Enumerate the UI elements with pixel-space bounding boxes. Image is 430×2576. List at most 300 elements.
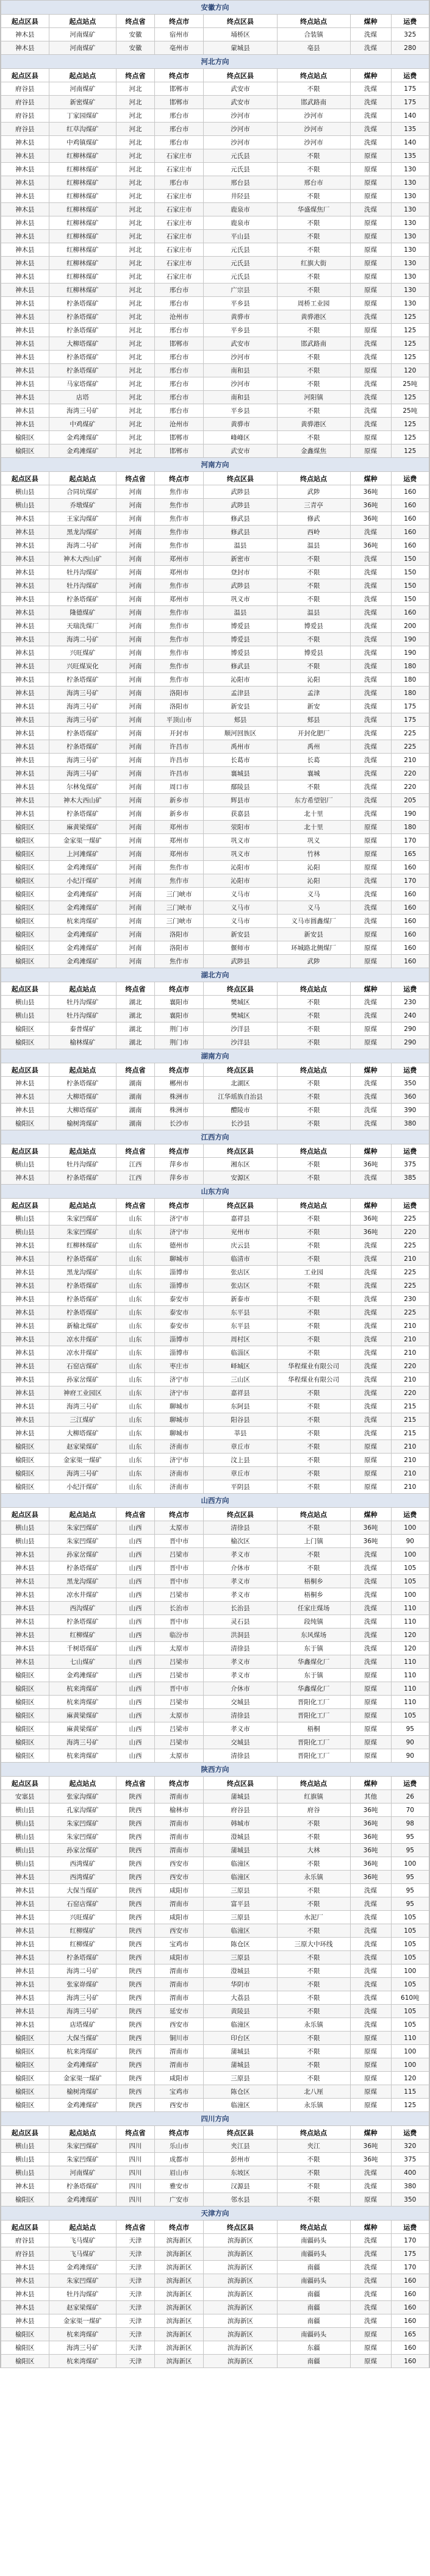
cell-freight-rate: 225 [391,1212,429,1226]
cell-dest-station: 不限 [277,780,350,794]
cell-coal-type: 洗煤 [350,579,391,593]
cell-dest-province: 山西 [116,1548,154,1561]
cell-coal-type: 洗煤 [350,619,391,633]
table-row [1,700,429,713]
cell-dest-city: 雅安市 [154,2180,204,2193]
cell-dest-province: 河北 [116,163,154,176]
cell-dest-city: 聊城市 [154,1252,204,1266]
cell-origin-county: 神木县 [1,1293,49,1306]
cell-origin-county: 榆阳区 [1,1749,49,1763]
cell-coal-type: 洗煤 [350,2261,391,2274]
cell-coal-type: 洗煤 [350,2247,391,2261]
table-row [1,996,429,1009]
cell-dest-city: 淄博市 [154,1333,204,1346]
cell-dest-county: 澄城县 [204,1964,277,1978]
cell-freight-rate: 125 [391,391,429,404]
cell-freight-rate: 210 [391,1252,429,1266]
column-header-dest-station: 终点站点 [277,1199,350,1212]
cell-freight-rate: 95 [391,1897,429,1911]
cell-dest-station: 不限 [277,1226,350,1239]
cell-origin-station: 柠条塔煤矿 [49,673,116,687]
table-row [1,2234,429,2247]
cell-dest-station: 晋阳化工厂 [277,1736,350,1749]
cell-freight-rate: 210 [391,1346,429,1360]
cell-dest-province: 河南 [116,955,154,968]
cell-dest-station: 不限 [277,1548,350,1561]
cell-dest-city: 咸阳市 [154,1951,204,1964]
table-row [1,2085,429,2099]
cell-origin-county: 神木县 [1,1924,49,1938]
cell-dest-county: 樊城区 [204,996,277,1009]
cell-origin-station: 牡丹沟煤矿 [49,1158,116,1171]
cell-dest-county: 禹州市 [204,740,277,754]
cell-dest-county: 沙河市 [204,123,277,136]
table-row [1,2193,429,2207]
cell-freight-rate: 165 [391,2328,429,2341]
cell-origin-station: 红柳林煤矿 [49,257,116,270]
cell-freight-rate: 325 [391,28,429,41]
cell-origin-county: 榆阳区 [1,901,49,915]
column-header-row [1,472,429,485]
table-row [1,391,429,404]
cell-dest-station: 晋阳化工厂 [277,1709,350,1722]
cell-dest-city: 荆门市 [154,1036,204,1049]
cell-dest-city: 滨海新区 [154,2341,204,2355]
cell-dest-province: 山西 [116,1602,154,1615]
column-header-origin-county: 起点区县 [1,1777,49,1790]
column-header-row [1,1508,429,1521]
cell-dest-station: 不限 [277,552,350,566]
cell-dest-station: 沙河市 [277,123,350,136]
cell-origin-county: 神木县 [1,807,49,821]
column-header-freight-rate: 运费 [391,15,429,28]
cell-freight-rate: 130 [391,190,429,203]
table-row [1,82,429,96]
cell-dest-city: 滨海新区 [154,2288,204,2301]
cell-origin-county: 神木县 [1,377,49,391]
cell-coal-type: 洗煤 [350,109,391,123]
cell-origin-county: 神木县 [1,2180,49,2193]
cell-origin-station: 七山煤矿 [49,1655,116,1669]
cell-origin-county: 神木县 [1,1279,49,1293]
cell-dest-province: 山西 [116,1669,154,1682]
cell-origin-station: 海湾三号矿 [49,2005,116,2018]
cell-origin-county: 神木县 [1,243,49,257]
cell-origin-station: 孙家岔煤矿 [49,1373,116,1386]
cell-coal-type: 洗煤 [350,1575,391,1588]
column-header-dest-county: 终点区县 [204,1063,277,1077]
cell-dest-county: 长沙县 [204,1117,277,1130]
cell-origin-station: 牡丹沟煤矿 [49,566,116,579]
cell-origin-station: 尔林兔煤矿 [49,780,116,794]
cell-dest-province: 陕西 [116,2058,154,2072]
cell-origin-county: 神木县 [1,512,49,526]
cell-dest-province: 陕西 [116,2045,154,2058]
cell-dest-station: 晋阳化工厂 [277,1749,350,1763]
cell-dest-city: 邢台市 [154,324,204,337]
cell-dest-station: 南疆 [277,2261,350,2274]
cell-origin-station: 黑龙沟煤矿 [49,1575,116,1588]
cell-dest-county: 新密市 [204,552,277,566]
cell-dest-city: 沧州市 [154,310,204,324]
cell-freight-rate: 100 [391,1964,429,1978]
column-header-row [1,2126,429,2139]
column-header-dest-county: 终点区县 [204,1144,277,1158]
cell-dest-city: 滨海新区 [154,2355,204,2368]
section-title-row [1,1494,429,1508]
cell-dest-province: 湖南 [116,1117,154,1130]
cell-dest-county: 东阿县 [204,1400,277,1413]
cell-origin-station: 金鸡滩煤矿 [49,861,116,874]
cell-dest-county: 滨海新区 [204,2314,277,2328]
cell-freight-rate: 90 [391,1749,429,1763]
cell-origin-county: 神木县 [1,190,49,203]
table-row [1,1266,429,1279]
cell-freight-rate: 400 [391,2166,429,2180]
cell-dest-station: 不限 [277,364,350,377]
cell-dest-station: 不限 [277,1884,350,1897]
cell-dest-county: 井陉县 [204,190,277,203]
cell-dest-station: 武陟 [277,485,350,499]
cell-dest-city: 许昌市 [154,767,204,780]
cell-origin-station: 石窑店煤矿 [49,1360,116,1373]
cell-dest-county: 华阴市 [204,1978,277,1991]
cell-coal-type: 36吨 [350,1804,391,1817]
cell-freight-rate: 225 [391,1279,429,1293]
cell-origin-county: 神木县 [1,391,49,404]
cell-origin-station: 柠条塔煤矿 [49,807,116,821]
table-row [1,444,429,458]
cell-dest-county: 章丘市 [204,1440,277,1454]
cell-dest-station: 府谷 [277,1804,350,1817]
cell-dest-station: 沙河市 [277,109,350,123]
cell-freight-rate: 190 [391,807,429,821]
cell-dest-province: 陕西 [116,1991,154,2005]
cell-dest-city: 渭南市 [154,1991,204,2005]
cell-origin-station: 柠条塔煤矿 [49,1252,116,1266]
cell-origin-station: 海湾三号矿 [49,1991,116,2005]
cell-dest-province: 天津 [116,2314,154,2328]
cell-origin-county: 神木县 [1,176,49,190]
column-header-dest-county: 终点区县 [204,982,277,996]
cell-origin-station: 金鸡滩煤矿 [49,431,116,444]
cell-origin-station: 牡丹沟煤矿 [49,1009,116,1022]
cell-coal-type: 洗煤 [350,1655,391,1669]
cell-dest-province: 天津 [116,2341,154,2355]
column-header-origin-station: 起点站点 [49,1777,116,1790]
table-row [1,418,429,431]
cell-freight-rate: 210 [391,1373,429,1386]
cell-origin-county: 府谷县 [1,2234,49,2247]
cell-origin-station: 红柳煤矿 [49,1938,116,1951]
cell-dest-province: 山东 [116,1333,154,1346]
cell-dest-station: 博爱县 [277,646,350,660]
cell-dest-city: 三门峡市 [154,901,204,915]
cell-dest-province: 河南 [116,646,154,660]
cell-origin-county: 榆阳区 [1,2072,49,2085]
cell-dest-station: 不限 [277,1117,350,1130]
cell-dest-county: 陈仓区 [204,1938,277,1951]
cell-dest-station: 大林 [277,1844,350,1857]
cell-origin-station: 飞马煤矿 [49,2247,116,2261]
cell-origin-station: 海湾三号矿 [49,1467,116,1480]
cell-origin-county: 神木县 [1,2274,49,2288]
cell-origin-station: 神府工业园区 [49,1386,116,1400]
cell-dest-city: 邢台市 [154,136,204,149]
cell-coal-type: 洗煤 [350,1306,391,1319]
cell-dest-province: 河北 [116,391,154,404]
cell-dest-county: 元氏县 [204,257,277,270]
cell-dest-county: 三山区 [204,1373,277,1386]
cell-dest-county: 元氏县 [204,243,277,257]
table-row [1,1413,429,1427]
cell-dest-province: 河南 [116,593,154,606]
cell-dest-county: 邻水县 [204,2193,277,2207]
cell-dest-county: 安源区 [204,1171,277,1185]
cell-coal-type: 洗煤 [350,915,391,928]
cell-freight-rate: 125 [391,2099,429,2112]
table-row [1,1400,429,1413]
cell-coal-type: 洗煤 [350,1615,391,1629]
cell-dest-county: 平乡县 [204,324,277,337]
cell-coal-type: 原煤 [350,2032,391,2045]
cell-dest-province: 河南 [116,660,154,673]
table-row [1,1171,429,1185]
cell-coal-type: 洗煤 [350,1373,391,1386]
cell-coal-type: 洗煤 [350,1171,391,1185]
cell-dest-province: 河南 [116,941,154,955]
cell-origin-station: 新榆北煤矿 [49,1319,116,1333]
cell-origin-station: 榆林煤矿 [49,1036,116,1049]
cell-origin-station: 大柳塔煤矿 [49,1090,116,1104]
cell-coal-type: 洗煤 [350,1629,391,1642]
cell-origin-station: 柠条塔煤矿 [49,740,116,754]
cell-dest-province: 湖北 [116,996,154,1009]
cell-dest-province: 湖北 [116,1009,154,1022]
cell-coal-type: 洗煤 [350,2234,391,2247]
cell-dest-city: 襄阳市 [154,996,204,1009]
cell-dest-county: 武安市 [204,337,277,351]
table-row [1,1454,429,1467]
column-header-row [1,1144,429,1158]
cell-coal-type: 原煤 [350,2099,391,2112]
cell-dest-city: 石家庄市 [154,270,204,284]
cell-dest-province: 河南 [116,807,154,821]
cell-dest-city: 新乡市 [154,807,204,821]
cell-dest-province: 山西 [116,1615,154,1629]
cell-origin-station: 合同坑煤矿 [49,485,116,499]
cell-origin-county: 榆阳区 [1,1454,49,1467]
cell-coal-type: 洗煤 [350,377,391,391]
cell-coal-type: 洗煤 [350,794,391,807]
cell-dest-station: 段纯镇 [277,1615,350,1629]
cell-dest-county: 武陟县 [204,579,277,593]
cell-dest-city: 广安市 [154,2193,204,2207]
cell-origin-county: 神木县 [1,1602,49,1615]
cell-dest-province: 河南 [116,499,154,512]
cell-origin-county: 神木县 [1,337,49,351]
cell-dest-station: 不限 [277,1386,350,1400]
cell-origin-station: 柠条塔煤矿 [49,297,116,310]
cell-dest-city: 泰安市 [154,1319,204,1333]
cell-dest-station: 不限 [277,324,350,337]
cell-dest-county: 博爱县 [204,646,277,660]
cell-coal-type: 原煤 [350,176,391,190]
cell-coal-type: 洗煤 [350,1333,391,1346]
cell-freight-rate: 100 [391,1588,429,1602]
cell-dest-city: 邢台市 [154,297,204,310]
column-header-dest-station: 终点站点 [277,982,350,996]
column-header-coal-type: 煤种 [350,1063,391,1077]
cell-coal-type: 原煤 [350,431,391,444]
table-row [1,136,429,149]
column-header-freight-rate: 运费 [391,1144,429,1158]
cell-coal-type: 洗煤 [350,1924,391,1938]
cell-coal-type: 洗煤 [350,888,391,901]
cell-coal-type: 原煤 [350,1709,391,1722]
cell-dest-city: 渭南市 [154,1844,204,1857]
cell-dest-station: 不限 [277,593,350,606]
cell-dest-province: 陕西 [116,2018,154,2032]
cell-dest-county: 鄢陵县 [204,780,277,794]
cell-origin-county: 神木县 [1,2005,49,2018]
cell-dest-county: 汶上县 [204,1454,277,1467]
cell-origin-station: 红柳煤矿 [49,1924,116,1938]
cell-dest-station: 沁阳 [277,861,350,874]
cell-dest-county: 周村区 [204,1333,277,1346]
cell-dest-county: 武安市 [204,82,277,96]
cell-dest-city: 邯郸市 [154,444,204,458]
cell-dest-station: 三青亭 [277,499,350,512]
cell-origin-county: 神木县 [1,1871,49,1884]
cell-dest-county: 滨海新区 [204,2355,277,2368]
cell-dest-city: 吕梁市 [154,1736,204,1749]
table-row [1,1535,429,1548]
cell-freight-rate: 70 [391,1804,429,1817]
cell-origin-county: 横山县 [1,1009,49,1022]
cell-origin-county: 府谷县 [1,2247,49,2261]
cell-freight-rate: 105 [391,2018,429,2032]
cell-dest-province: 河南 [116,539,154,552]
cell-origin-county: 神木县 [1,1319,49,1333]
table-row [1,2032,429,2045]
cell-dest-city: 洛阳市 [154,941,204,955]
table-row [1,190,429,203]
cell-dest-city: 吕梁市 [154,1655,204,1669]
table-row [1,633,429,646]
table-row [1,404,429,418]
column-header-dest-county: 终点区县 [204,1508,277,1521]
column-header-origin-county: 起点区县 [1,982,49,996]
cell-origin-county: 神木县 [1,136,49,149]
cell-dest-province: 陕西 [116,1978,154,1991]
table-row [1,1158,429,1171]
table-row [1,955,429,968]
cell-freight-rate: 105 [391,1938,429,1951]
cell-coal-type: 洗煤 [350,337,391,351]
cell-dest-station: 不限 [277,1480,350,1494]
cell-dest-city: 三门峡市 [154,888,204,901]
cell-dest-city: 咸阳市 [154,2072,204,2085]
cell-origin-station: 红草沟煤矿 [49,123,116,136]
cell-freight-rate: 350 [391,2193,429,2207]
cell-dest-county: 蒲城县 [204,2058,277,2072]
cell-dest-station: 长葛 [277,754,350,767]
cell-dest-station: 不限 [277,431,350,444]
cell-dest-county: 江华瑶族自治县 [204,1090,277,1104]
table-row [1,901,429,915]
table-row [1,1239,429,1252]
cell-dest-province: 河北 [116,404,154,418]
table-row [1,1521,429,1535]
cell-dest-county: 韩城市 [204,1817,277,1830]
cell-freight-rate: 95 [391,1871,429,1884]
cell-origin-station: 海湾三号矿 [49,687,116,700]
cell-coal-type: 36吨 [350,485,391,499]
cell-dest-station: 不限 [277,1413,350,1427]
cell-origin-station: 杭来湾煤矿 [49,1696,116,1709]
cell-origin-county: 横山县 [1,1158,49,1171]
cell-dest-station: 不限 [277,190,350,203]
cell-origin-station: 海湾二号矿 [49,1964,116,1978]
table-row [1,619,429,633]
cell-dest-county: 陈仓区 [204,2085,277,2099]
cell-coal-type: 36吨 [350,1857,391,1871]
table-row [1,1709,429,1722]
cell-dest-province: 陕西 [116,2085,154,2099]
table-row [1,337,429,351]
cell-freight-rate: 160 [391,539,429,552]
column-header-origin-station: 起点站点 [49,15,116,28]
cell-coal-type: 洗煤 [350,2288,391,2301]
cell-dest-province: 河南 [116,633,154,646]
cell-coal-type: 洗煤 [350,593,391,606]
table-row [1,485,429,499]
table-row [1,807,429,821]
cell-dest-province: 湖北 [116,1036,154,1049]
cell-origin-station: 金鸡滩煤矿 [49,444,116,458]
cell-dest-station: 不限 [277,2180,350,2193]
cell-dest-county: 三原县 [204,1951,277,1964]
cell-dest-province: 江西 [116,1158,154,1171]
cell-dest-province: 河北 [116,431,154,444]
cell-origin-station: 海湾三号矿 [49,713,116,727]
cell-freight-rate: 205 [391,794,429,807]
cell-dest-county: 武陟县 [204,955,277,968]
cell-dest-station: 义马 [277,901,350,915]
cell-coal-type: 洗煤 [350,1602,391,1615]
table-row [1,1978,429,1991]
cell-dest-province: 河北 [116,136,154,149]
cell-dest-county: 黄骅市 [204,310,277,324]
cell-dest-city: 渭南市 [154,1817,204,1830]
table-row [1,216,429,230]
cell-dest-station: 不限 [277,579,350,593]
cell-coal-type: 原煤 [350,928,391,941]
cell-dest-province: 山西 [116,1629,154,1642]
cell-freight-rate: 380 [391,2180,429,2193]
cell-dest-station: 不限 [277,1857,350,1871]
table-row [1,1360,429,1373]
cell-origin-county: 横山县 [1,1817,49,1830]
cell-freight-rate: 125 [391,337,429,351]
table-row [1,1548,429,1561]
cell-origin-county: 神木县 [1,351,49,364]
cell-dest-county: 义马市 [204,901,277,915]
cell-coal-type: 洗煤 [350,687,391,700]
cell-freight-rate: 110 [391,1696,429,1709]
table-row [1,2018,429,2032]
